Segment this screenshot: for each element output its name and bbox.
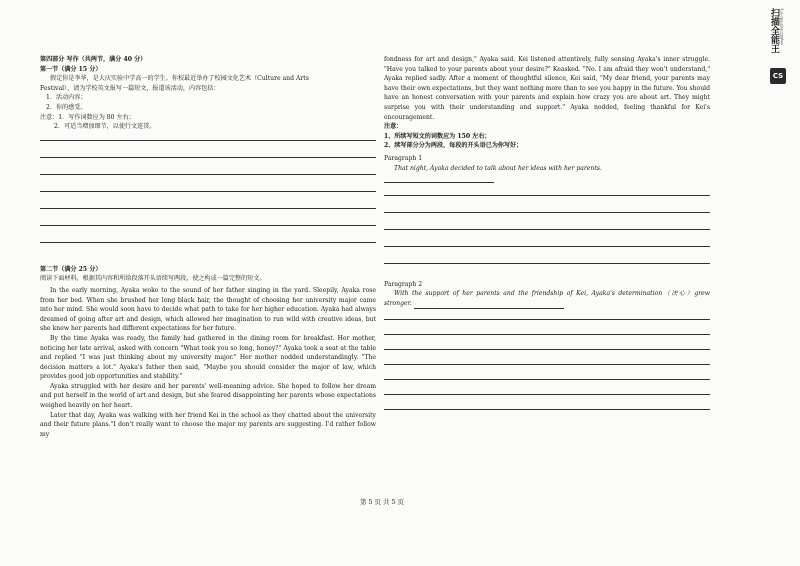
paragraph2-label: Paragraph 2	[384, 280, 423, 288]
story-paragraph: Ayaka struggled with her desire and her parents' well-meaning advice. She hoped to follow her dream and put herself in the world of art and design, but she feared disappointing her parents whose expectations weighed heavily on her heart.	[40, 382, 376, 410]
answer-line	[384, 212, 710, 213]
part-title: 第四部分 写作（共两节，满分 40 分）	[40, 56, 147, 63]
brand-name: 扫描全能王	[769, 8, 779, 53]
story-paragraph: Later that day, Ayaka was walking with her friend Kei in the school as they chatted about the university and their future plans."I don't really want to choose the major my parents are suggesting. I'd rather follow my	[40, 411, 376, 438]
answer-line	[384, 319, 710, 320]
answer-line	[40, 208, 376, 209]
section1-prompt-cont: Festival），请为学校英文报写一篇短文，报道该活动，内容包括：	[40, 84, 220, 92]
answer-lines-section1	[40, 140, 376, 243]
page-number: 第 5 页 共 5 页	[360, 498, 404, 506]
note-item: 1、所续写短文的词数应为 150 左右；	[384, 132, 491, 140]
brand-tagline: 3亿人都在用的扫描App	[780, 8, 784, 46]
answer-line	[40, 225, 376, 226]
answer-line	[384, 176, 494, 183]
right-column	[384, 55, 710, 410]
answer-line	[384, 195, 710, 196]
answer-line	[384, 364, 710, 365]
paragraph2-start: With the support of her parents and the friendship of Kei, Ayaka's determination（决心）grew stronger.	[384, 290, 710, 307]
answer-line	[40, 157, 376, 158]
paragraph1-start: That night, Ayaka decided to talk about her ideas with her parents.	[384, 164, 710, 183]
story-continuation: fondness for art and design," Ayaka said. Kei listened attentively, fully sensing Ayaka's inner struggle. "Have you talked to your parents about your desire?" Keasked. "No. I am afraid they won't understand," Ayaka replied sadly. After a moment of thoughtful silence, Kei said, "My dear friend, your parents may have their own expectations, but they want nothing more than to see you happy in the future. You should have an honest conversation with your parents and explain how crazy you are about art. They might surprise you with their understanding and support." Ayaka nodded, feeling thankful for Kei's encouragement.	[384, 56, 710, 121]
answer-line	[384, 229, 710, 230]
answer-line	[384, 334, 710, 335]
answer-line	[384, 379, 710, 380]
answer-line	[384, 246, 710, 247]
brand-logo-icon: CS	[770, 68, 786, 84]
answer-line	[384, 349, 710, 350]
answer-line	[384, 263, 710, 264]
note-label: 注意：	[384, 123, 403, 131]
section2-instruction: 阅读下面材料，根据其内容和所给段落开头语续写两段，使之构成一篇完整的短文。	[40, 275, 266, 283]
answer-line	[40, 174, 376, 175]
answer-line	[40, 140, 376, 141]
note-item: 2、续写部分分为两段，每段的开头语已为你写好；	[384, 142, 523, 150]
section1-note: 注意：1．写作词数应为 80 左右；	[40, 113, 135, 121]
left-column	[40, 55, 376, 439]
section2-title: 第二节（满分 25 分）	[40, 265, 102, 273]
paragraph1-label: Paragraph 1	[384, 154, 423, 162]
section1-item: 2．你的感受。	[46, 103, 87, 111]
story-paragraph: In the early morning, Ayaka woke to the sound of her father singing in the yard. Sleepily, Ayaka rose from her bed. When she brushed her long black hair, the thought of choosing her university major came into her mind. She would soon have to decide what path to take for her higher education. Ayaka had always dreamed of going after art and design, which allowed her imagination to run wild with creative ideas, but she knew her parents had different expectations for her future.	[40, 286, 376, 333]
answer-line	[414, 302, 564, 309]
section1-item: 1．活动内容；	[46, 94, 87, 102]
answer-line	[384, 394, 710, 395]
story-paragraph: By the time Ayaka was ready, the family had gathered in the dining room for breakfast. Her mother, noticing her late arrival, asked with concern "What took you so long, honey?" Ayaka took a seat at the table and replied "I was just thinking about my university major." Her mother nodded understandingly. "The decision matters a lot." Ayaka's father then said, "Maybe you should consider the major of law, which provides good job opportunities and stability."	[40, 334, 376, 381]
section1-note-2: 2．可适当增加细节，以使行文连贯。	[54, 123, 156, 131]
section1-prompt: 假定你是李华，是大庆实验中学高一的学生。你校最近举办了校园文化艺术（Culture and Arts	[50, 75, 309, 83]
section1-title: 第一节（满分 15 分）	[40, 65, 102, 73]
answer-line	[40, 191, 376, 192]
answer-line	[384, 409, 710, 410]
scanner-watermark	[766, 8, 790, 88]
